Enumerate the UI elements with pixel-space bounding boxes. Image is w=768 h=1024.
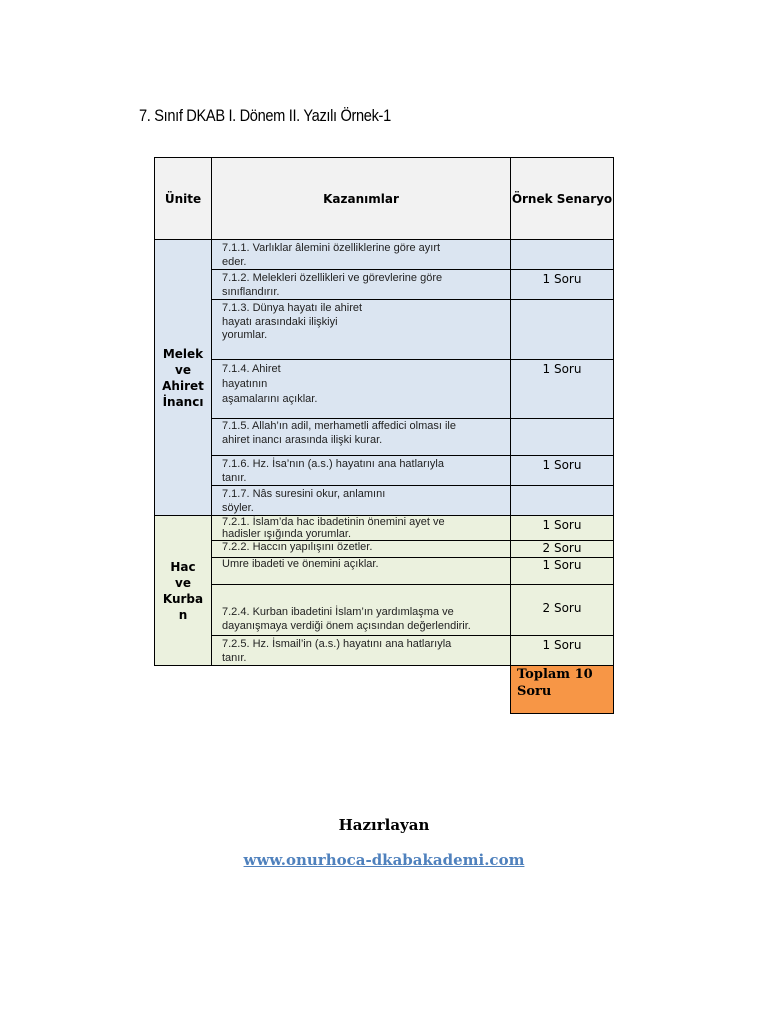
outcome-cell: 7.1.6. Hz. İsa’nın (a.s.) hayatını ana hatlarıyla tanır. <box>211 455 511 486</box>
outcome-cell: 7.1.7. Nâs suresini okur, anlamını söyler. <box>211 485 511 516</box>
outcome-cell: 7.2.4. Kurban ibadetini İslam’ın yardımlaşma ve dayanışmaya verdiği önem açısından değerlendirir. <box>211 584 511 636</box>
unit-cell-1: Melek ve Ahiret İnancı <box>154 239 212 516</box>
outcome-cell: 7.1.5. Allah’ın adil, merhametli affedici olması ile ahiret inancı arasında ilişki kurar. <box>211 418 511 456</box>
outcome-cell: 7.1.3. Dünya hayatı ile ahiret hayatı arasındaki ilişkiyi yorumlar. <box>211 299 511 360</box>
scenario-cell <box>510 418 614 456</box>
website-link[interactable]: www.onurhoca-dkabakademi.com <box>243 851 525 869</box>
total-cell: Toplam 10 Soru <box>510 665 614 714</box>
scenario-cell: 2 Soru <box>510 584 614 636</box>
scenario-cell: 1 Soru <box>510 635 614 666</box>
scenario-cell: 1 Soru <box>510 557 614 585</box>
scenario-cell: 1 Soru <box>510 515 614 541</box>
unit-cell-2: Hac ve Kurba n <box>154 515 212 666</box>
header-scenario: Örnek Senaryo <box>510 157 614 240</box>
outcome-cell: 7.1.4. Ahiret hayatının aşamalarını açıklar. <box>211 359 511 419</box>
header-unit: Ünite <box>154 157 212 240</box>
scenario-cell <box>510 299 614 360</box>
scenario-cell <box>510 239 614 270</box>
outcome-cell: 7.2.1. İslam’da hac ibadetinin önemini ayet ve hadisler ışığında yorumlar. <box>211 515 511 541</box>
header-outcomes: Kazanımlar <box>211 157 511 240</box>
outcome-cell: 7.1.1. Varlıklar âlemini özelliklerine göre ayırt eder. <box>211 239 511 270</box>
outcome-cell: 7.1.2. Melekleri özellikleri ve görevlerine göre sınıflandırır. <box>211 269 511 300</box>
outcome-cell: Umre ibadeti ve önemini açıklar. <box>211 557 511 585</box>
scenario-cell: 1 Soru <box>510 359 614 419</box>
scenario-cell: 1 Soru <box>510 455 614 486</box>
scenario-cell: 2 Soru <box>510 540 614 558</box>
outcome-cell: 7.2.2. Haccın yapılışını özetler. <box>211 540 511 558</box>
underline-rule <box>224 455 496 456</box>
scenario-cell: 1 Soru <box>510 269 614 300</box>
prepared-by: Hazırlayan <box>338 816 430 834</box>
page-title: 7. Sınıf DKAB I. Dönem II. Yazılı Örnek-1 <box>139 106 391 125</box>
scenario-cell <box>510 485 614 516</box>
outcome-cell: 7.2.5. Hz. İsmail’in (a.s.) hayatını ana hatlarıyla tanır. <box>211 635 511 666</box>
